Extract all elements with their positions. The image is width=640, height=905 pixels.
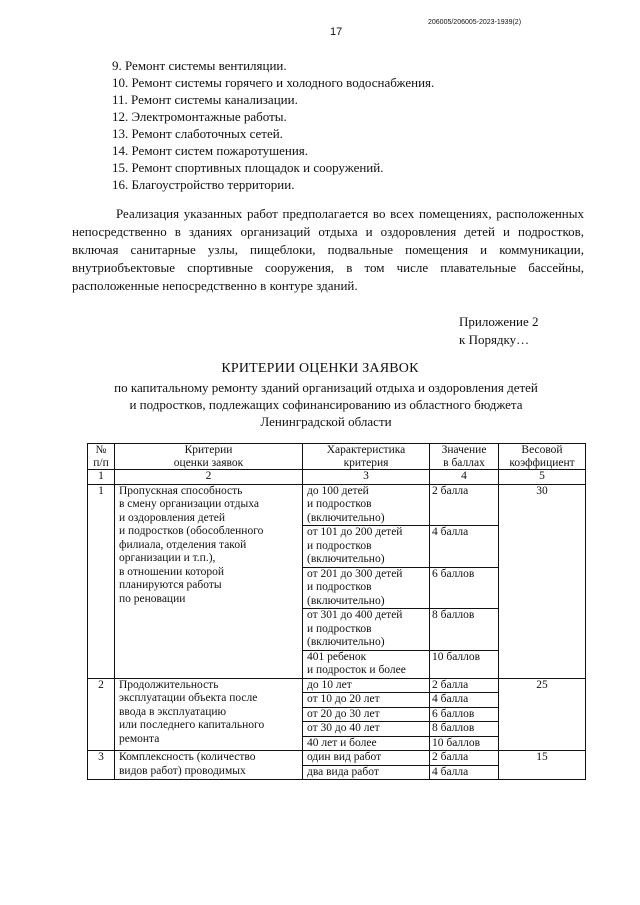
document-id: 206005/206005-2023-1939(2) [428,19,522,26]
column-number-row [88,470,586,485]
characteristic-cell: от 301 до 400 детей и подростков (включительно) [303,609,430,651]
value-cell: 4 балла [430,693,499,708]
characteristic-cell: от 10 до 20 лет [303,693,430,708]
value-cell: 10 баллов [430,736,499,751]
column-number: 2 [115,470,303,485]
weight-cell: 30 [499,484,586,678]
criteria-cell: Пропускная способность в смену организации отдыха и оздоровления детей и подростков (обособленного филиала, отделения такой организации и т.п.), в отношении которой планируются работы по реновации [115,484,303,678]
criteria-cell: Комплексность (количество видов работ) проводимых [115,751,303,780]
header-value: Значение в баллах [430,444,499,470]
table-header-row [88,444,586,470]
document-title: КРИТЕРИИ ОЦЕНКИ ЗАЯВОК [221,361,419,376]
annex-reference [459,313,539,349]
list-item: 10. Ремонт системы горячего и холодного водоснабжения. [112,75,435,90]
characteristic-cell: два вида работ [303,765,430,780]
work-list [112,57,434,193]
criteria-table [87,443,586,780]
body-paragraph: Реализация указанных работ предполагается во всех помещениях, расположенных непосредственно в зданиях организаций отдыха и оздоровления детей и подростков, включая санитарные узлы, пищеблоки, подвальные помещения и коммуникации, внутриобъектовые спортивные сооружения, в том числе плавательные бассейны, расположенные непосредственно в контуре зданий. [72,206,584,293]
characteristic-cell: от 101 до 200 детей и подростков (включительно) [303,526,430,568]
header-weight: Весовой коэффициент [499,444,586,470]
value-cell: 2 балла [430,678,499,693]
characteristic-cell: от 20 до 30 лет [303,707,430,722]
annex-line-2: к Порядку… [459,332,530,347]
list-item: 14. Ремонт систем пожаротушения. [112,143,309,158]
weight-cell: 25 [499,678,586,751]
header-num: № п/п [88,444,115,470]
value-cell: 4 балла [430,526,499,568]
page-number: 17 [330,26,343,38]
table-row [88,484,586,526]
value-cell: 4 балла [430,765,499,780]
column-number: 1 [88,470,115,485]
column-number: 4 [430,470,499,485]
row-number: 1 [88,484,115,678]
annex-line-1: Приложение 2 [459,314,539,329]
characteristic-cell: от 30 до 40 лет [303,722,430,737]
column-number: 5 [499,470,586,485]
list-item: 15. Ремонт спортивных площадок и сооружений. [112,160,384,175]
value-cell: 8 баллов [430,722,499,737]
table-row [88,751,586,766]
list-item: 11. Ремонт системы канализации. [112,92,298,107]
value-cell: 2 балла [430,484,499,526]
value-cell: 6 баллов [430,567,499,609]
list-item: 16. Благоустройство территории. [112,177,295,192]
value-cell: 6 баллов [430,707,499,722]
row-number: 3 [88,751,115,780]
characteristic-cell: один вид работ [303,751,430,766]
weight-cell: 15 [499,751,586,780]
document-subtitle: по капитальному ремонту зданий организаций отдыха и оздоровления детей и подростков, подлежащих софинансированию из областного бюджета Ленинградской области [114,380,538,429]
row-number: 2 [88,678,115,751]
list-item: 9. Ремонт системы вентиляции. [112,58,287,73]
column-number: 3 [303,470,430,485]
characteristic-cell: до 100 детей и подростков (включительно) [303,484,430,526]
table-row [88,678,586,693]
value-cell: 10 баллов [430,650,499,678]
characteristic-cell: до 10 лет [303,678,430,693]
characteristic-cell: от 201 до 300 детей и подростков (включительно) [303,567,430,609]
list-item: 12. Электромонтажные работы. [112,109,287,124]
value-cell: 2 балла [430,751,499,766]
value-cell: 8 баллов [430,609,499,651]
list-item: 13. Ремонт слаботочных сетей. [112,126,283,141]
criteria-cell: Продолжительность эксплуатации объекта после ввода в эксплуатацию или последнего капитального ремонта [115,678,303,751]
characteristic-cell: 40 лет и более [303,736,430,751]
header-characteristic: Характеристика критерия [303,444,430,470]
characteristic-cell: 401 ребенок и подросток и более [303,650,430,678]
header-criteria: Критерии оценки заявок [115,444,303,470]
